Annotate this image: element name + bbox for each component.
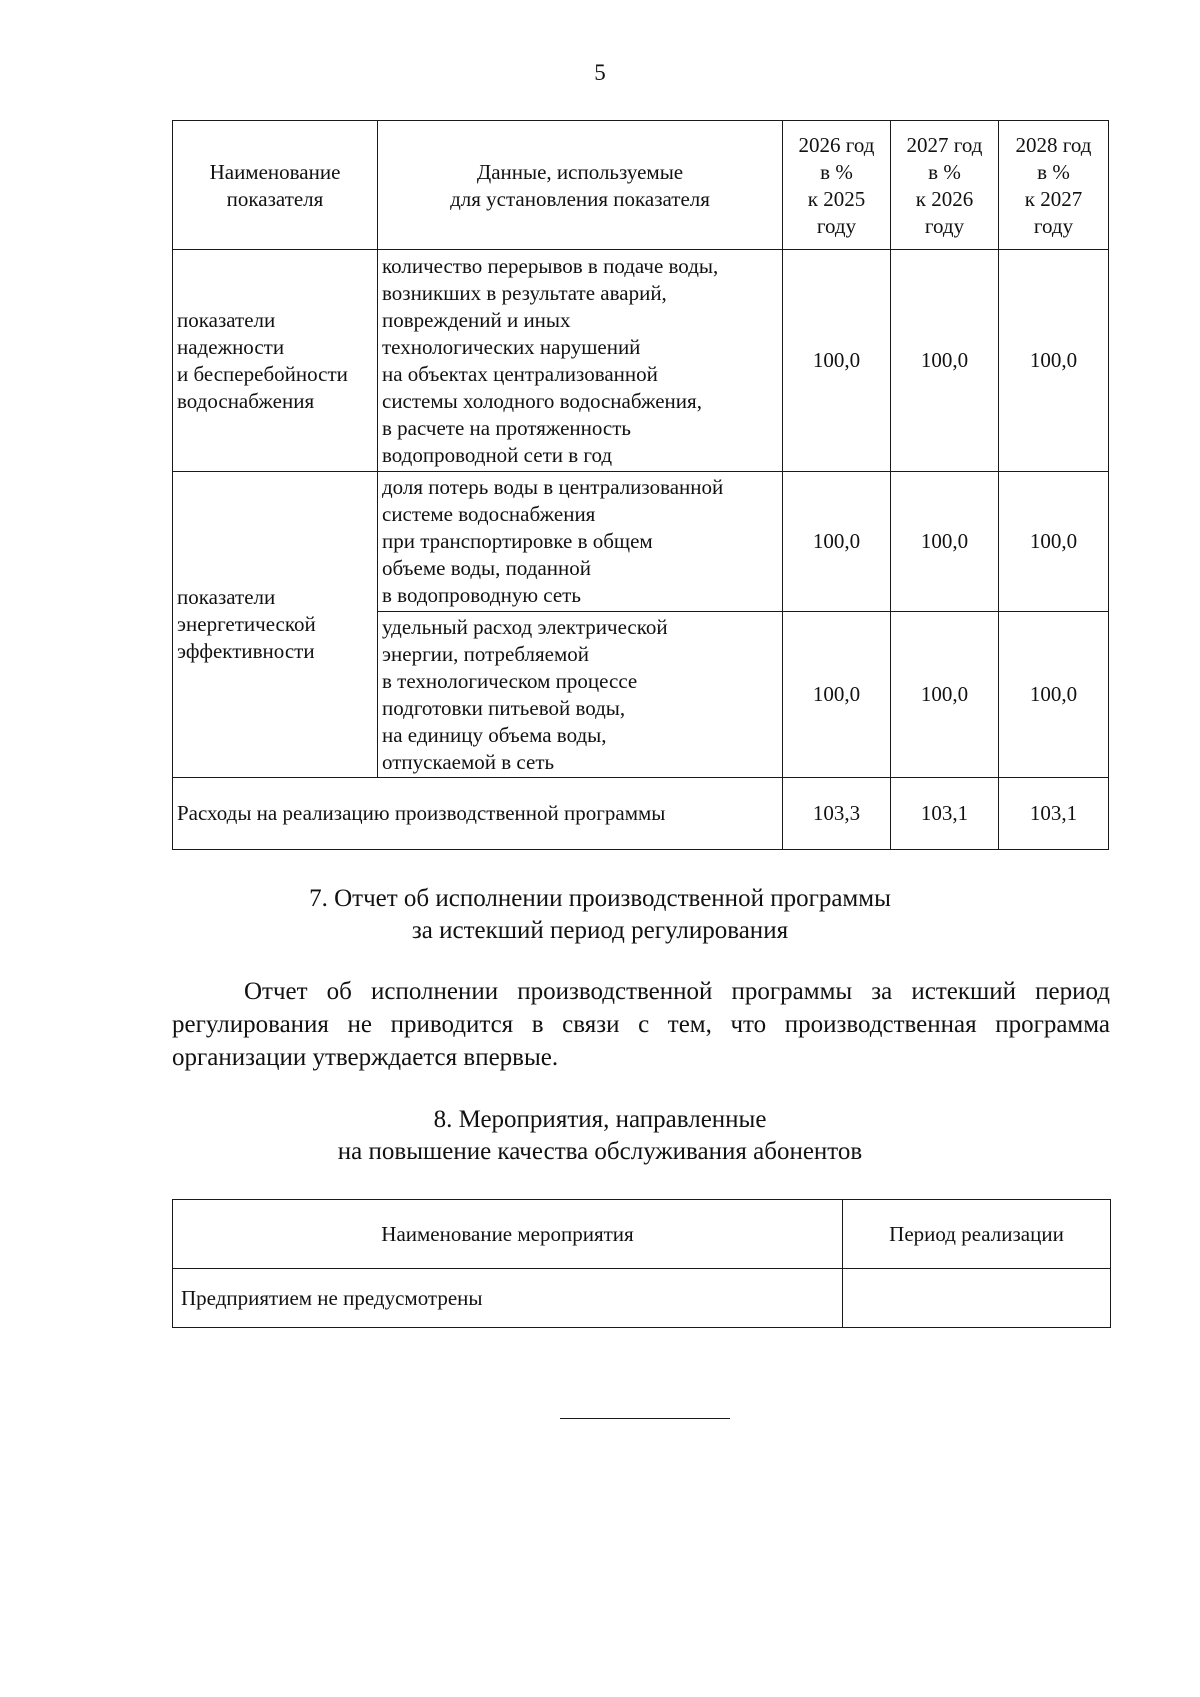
measures-table [172,1199,1111,1328]
page-number: 5 [594,60,606,85]
data-electricity-consumption: удельный расход электрической энергии, потребляемой в технологическом процессе подготовки питьевой воды, на единицу объема воды, отпускаемой в сеть [378,612,783,778]
header-period: Период реализации [843,1200,1111,1269]
value-2026: 100,0 [783,472,891,612]
value-2026: 100,0 [783,250,891,472]
total-label: Расходы на реализацию производственной программы [173,778,783,850]
value-2028: 100,0 [999,472,1109,612]
header-2026: 2026 год в % к 2025 году [783,121,891,250]
value-2026: 100,0 [783,612,891,778]
data-interruptions: количество перерывов в подаче воды, возникших в результате аварий, повреждений и иных технологических нарушений на объектах централизованной системы холодного водоснабжения, в расчете на протяженность водопроводной сети в год [378,250,783,472]
closing-divider [560,1418,730,1419]
table-row [173,250,1109,472]
indicators-table [172,120,1109,850]
data-water-losses: доля потерь воды в централизованной системе водоснабжения при транспортировке в общем объеме воды, поданной в водопроводную сеть [378,472,783,612]
section-7-text: Отчет об исполнении производственной программы за истекший период регулирования не приводится в связи с тем, что производственная программа организации утверждается впервые. [172,978,1110,1071]
header-2028: 2028 год в % к 2027 году [999,121,1109,250]
indicator-energy-efficiency: показатели энергетической эффективности [173,472,378,778]
total-2028: 103,1 [999,778,1109,850]
table-row [173,472,1109,612]
total-2027: 103,1 [891,778,999,850]
measure-name: Предприятием не предусмотрены [173,1269,843,1328]
header-2027: 2027 год в % к 2026 году [891,121,999,250]
total-row [173,778,1109,850]
measure-period [843,1269,1111,1328]
section-8-heading: 8. Мероприятия, направленные на повышение качества обслуживания абонентов [337,1106,863,1165]
table-row [173,1269,1111,1328]
header-measure-name: Наименование мероприятия [173,1200,843,1269]
indicators-table-header-row [173,121,1109,250]
header-indicator-data: Данные, используемые для установления показателя [378,121,783,250]
total-2026: 103,3 [783,778,891,850]
value-2027: 100,0 [891,472,999,612]
value-2028: 100,0 [999,250,1109,472]
measures-table-header-row [173,1200,1111,1269]
header-indicator-name: Наименование показателя [173,121,378,250]
value-2027: 100,0 [891,612,999,778]
value-2027: 100,0 [891,250,999,472]
section-7-heading: 7. Отчет об исполнении производственной программы за истекший период регулирования [309,885,891,944]
indicator-reliability: показатели надежности и бесперебойности водоснабжения [173,250,378,472]
value-2028: 100,0 [999,612,1109,778]
